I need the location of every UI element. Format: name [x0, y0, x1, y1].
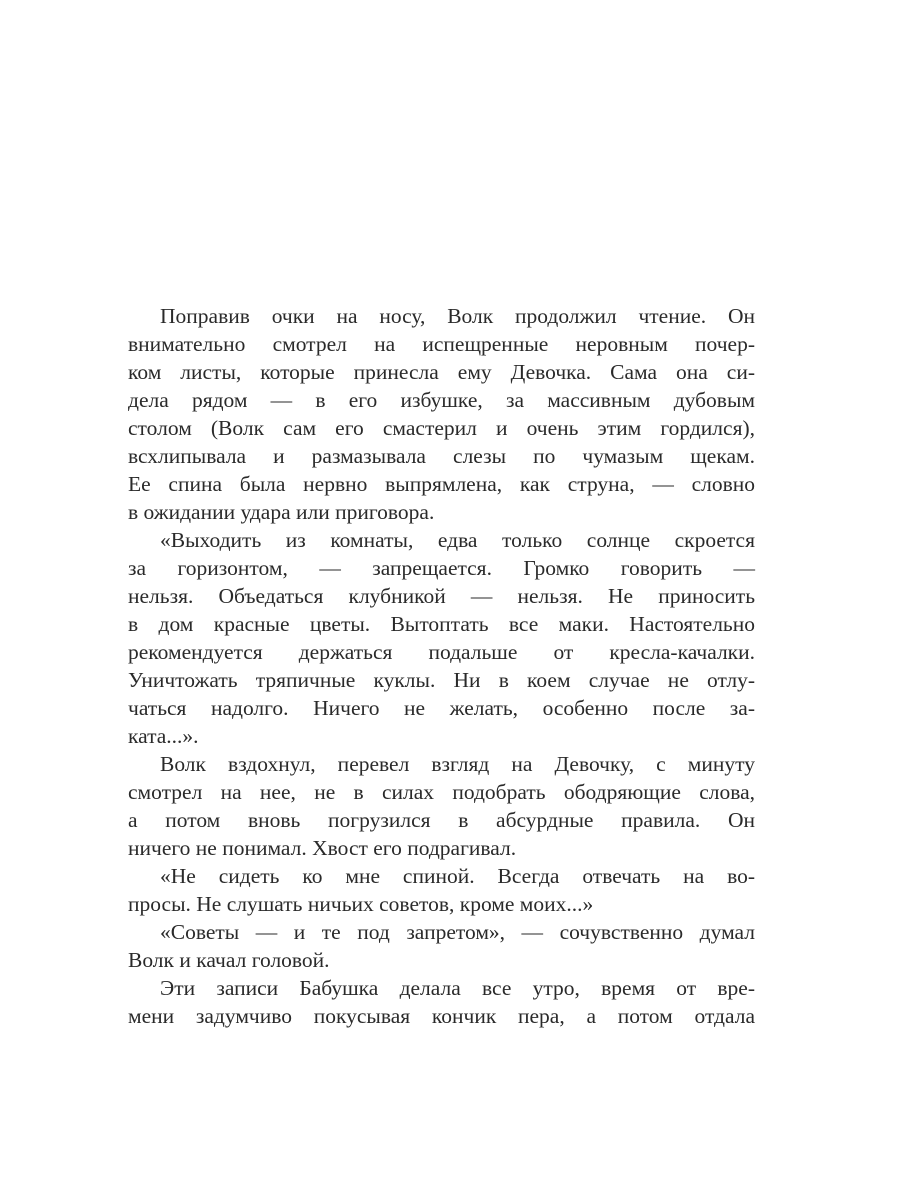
paragraph — [128, 918, 755, 974]
text-line: Волк и качал головой. — [128, 948, 330, 972]
text-line: Ее спина была нервно выпрямлена, как струна, — словно — [128, 472, 755, 496]
text-line: ничего не понимал. Хвост его подрагивал. — [128, 836, 517, 860]
text-line: а потом вновь погрузился в абсурдные правила. Он — [128, 808, 755, 832]
paragraph — [128, 526, 755, 750]
text-line: нельзя. Объедаться клубникой — нельзя. Не приносить — [128, 584, 755, 608]
text-line: чаться надолго. Ничего не желать, особенно после за- — [128, 696, 755, 720]
text-line: ката...». — [128, 724, 199, 748]
text-line: столом (Волк сам его смастерил и очень этим гордился), — [128, 416, 755, 440]
text-line: «Советы — и те под запретом», — сочувственно думал — [160, 920, 755, 944]
text-line: ком листы, которые принесла ему Девочка. Сама она си- — [128, 360, 755, 384]
text-line: просы. Не слушать ничьих советов, кроме моих...» — [128, 892, 594, 916]
paragraph — [128, 750, 755, 862]
text-line: внимательно смотрел на испещренные неровным почер- — [128, 332, 755, 356]
text-line: рекомендуется держаться подальше от кресла-качалки. — [128, 640, 755, 664]
text-line: в дом красные цветы. Вытоптать все маки. Настоятельно — [128, 612, 755, 636]
text-line: в ожидании удара или приговора. — [128, 500, 435, 524]
text-line: «Выходить из комнаты, едва только солнце скроется — [160, 528, 755, 552]
text-line: всхлипывала и размазывала слезы по чумазым щекам. — [128, 444, 755, 468]
text-line: Уничтожать тряпичные куклы. Ни в коем случае не отлу- — [128, 668, 755, 692]
text-line: Волк вздохнул, перевел взгляд на Девочку, с минуту — [160, 752, 755, 776]
text-line: дела рядом — в его избушке, за массивным дубовым — [128, 388, 755, 412]
paragraph — [128, 302, 755, 526]
text-line: «Не сидеть ко мне спиной. Всегда отвечать на во- — [160, 864, 755, 888]
text-line: Поправив очки на носу, Волк продолжил чтение. Он — [160, 304, 755, 328]
paragraph — [128, 862, 755, 918]
text-line: за горизонтом, — запрещается. Громко говорить — — [128, 556, 755, 580]
text-line: мени задумчиво покусывая кончик пера, а потом отдала — [128, 1004, 755, 1028]
book-page-text — [128, 302, 755, 1030]
paragraph — [128, 974, 755, 1030]
text-line: смотрел на нее, не в силах подобрать ободряющие слова, — [128, 780, 755, 804]
text-line: Эти записи Бабушка делала все утро, время от вре- — [160, 976, 755, 1000]
